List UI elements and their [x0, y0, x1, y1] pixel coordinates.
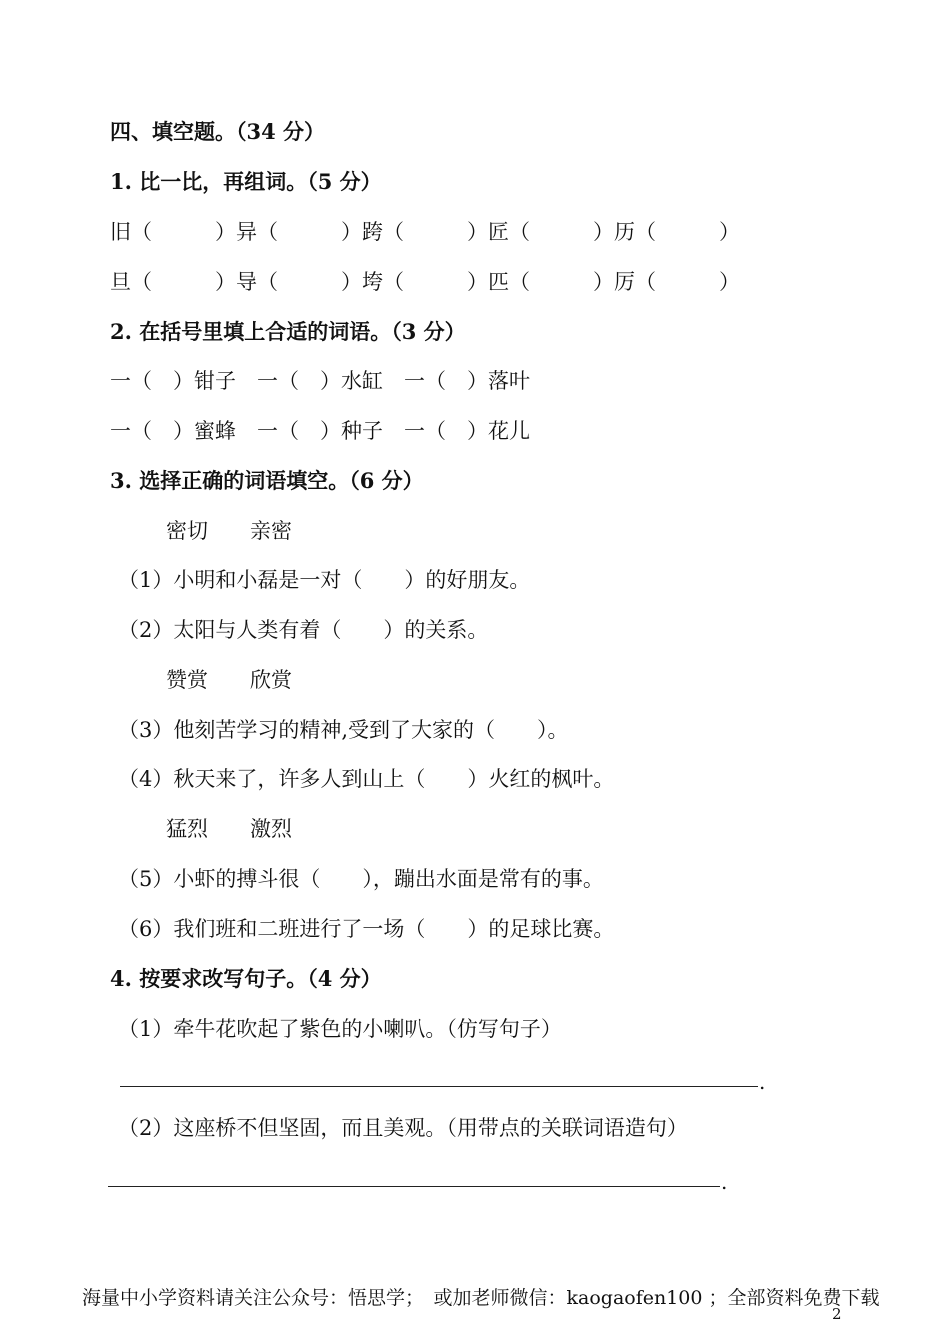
- question-1-row-1: 旧（ ）异（ ）跨（ ）匠（ ）历（ ）: [110, 220, 740, 244]
- question-3-item-1: （1）小明和小磊是一对（ ）的好朋友。: [118, 568, 531, 592]
- question-3-word-choices-1: 密切 亲密: [166, 519, 292, 543]
- question-2-title: 2. 在括号里填上合适的词语。（3 分）: [110, 319, 466, 344]
- question-3-item-4: （4）秋天来了，许多人到山上（ ）火红的枫叶。: [118, 767, 615, 791]
- answer-line-2-period: .: [721, 1170, 728, 1194]
- question-1-row-2: 旦（ ）导（ ）垮（ ）匹（ ）厉（ ）: [110, 270, 740, 294]
- question-4-title: 4. 按要求改写句子。（4 分）: [110, 966, 382, 991]
- question-3-item-3: （3）他刻苦学习的精神,受到了大家的（ ）。: [118, 718, 569, 742]
- question-3-word-choices-2: 赞赏 欣赏: [166, 668, 292, 692]
- question-3-item-6: （6）我们班和二班进行了一场（ ）的足球比赛。: [118, 917, 615, 941]
- question-4-item-1: （1）牵牛花吹起了紫色的小喇叭。（仿写句子）: [118, 1017, 562, 1041]
- question-3-item-5: （5）小虾的搏斗很（ ），蹦出水面是常有的事。: [118, 867, 604, 891]
- question-3-word-choices-3: 猛烈 激烈: [166, 817, 292, 841]
- question-3-item-2: （2）太阳与人类有着（ ）的关系。: [118, 618, 489, 642]
- footer-note: 海量中小学资料请关注公众号：悟思学； 或加老师微信：kaogaofen100 ；全部资料免费下载: [82, 1287, 880, 1309]
- question-1-title: 1. 比一比，再组词。（5 分）: [110, 169, 382, 194]
- question-4-item-2: （2）这座桥不但坚固，而且美观。（用带点的关联词语造句）: [118, 1116, 688, 1140]
- question-3-title: 3. 选择正确的词语填空。（6 分）: [110, 468, 424, 493]
- answer-line-1-period: .: [759, 1070, 766, 1094]
- section-heading: 四、填空题。（34 分）: [110, 119, 326, 144]
- page-number: 2: [832, 1305, 842, 1323]
- question-2-row-1: 一（ ）钳子 一（ ）水缸 一（ ）落叶: [110, 369, 530, 393]
- answer-line-1: [120, 1086, 758, 1087]
- answer-line-2: [108, 1186, 720, 1187]
- question-2-row-2: 一（ ）蜜蜂 一（ ）种子 一（ ）花儿: [110, 419, 530, 443]
